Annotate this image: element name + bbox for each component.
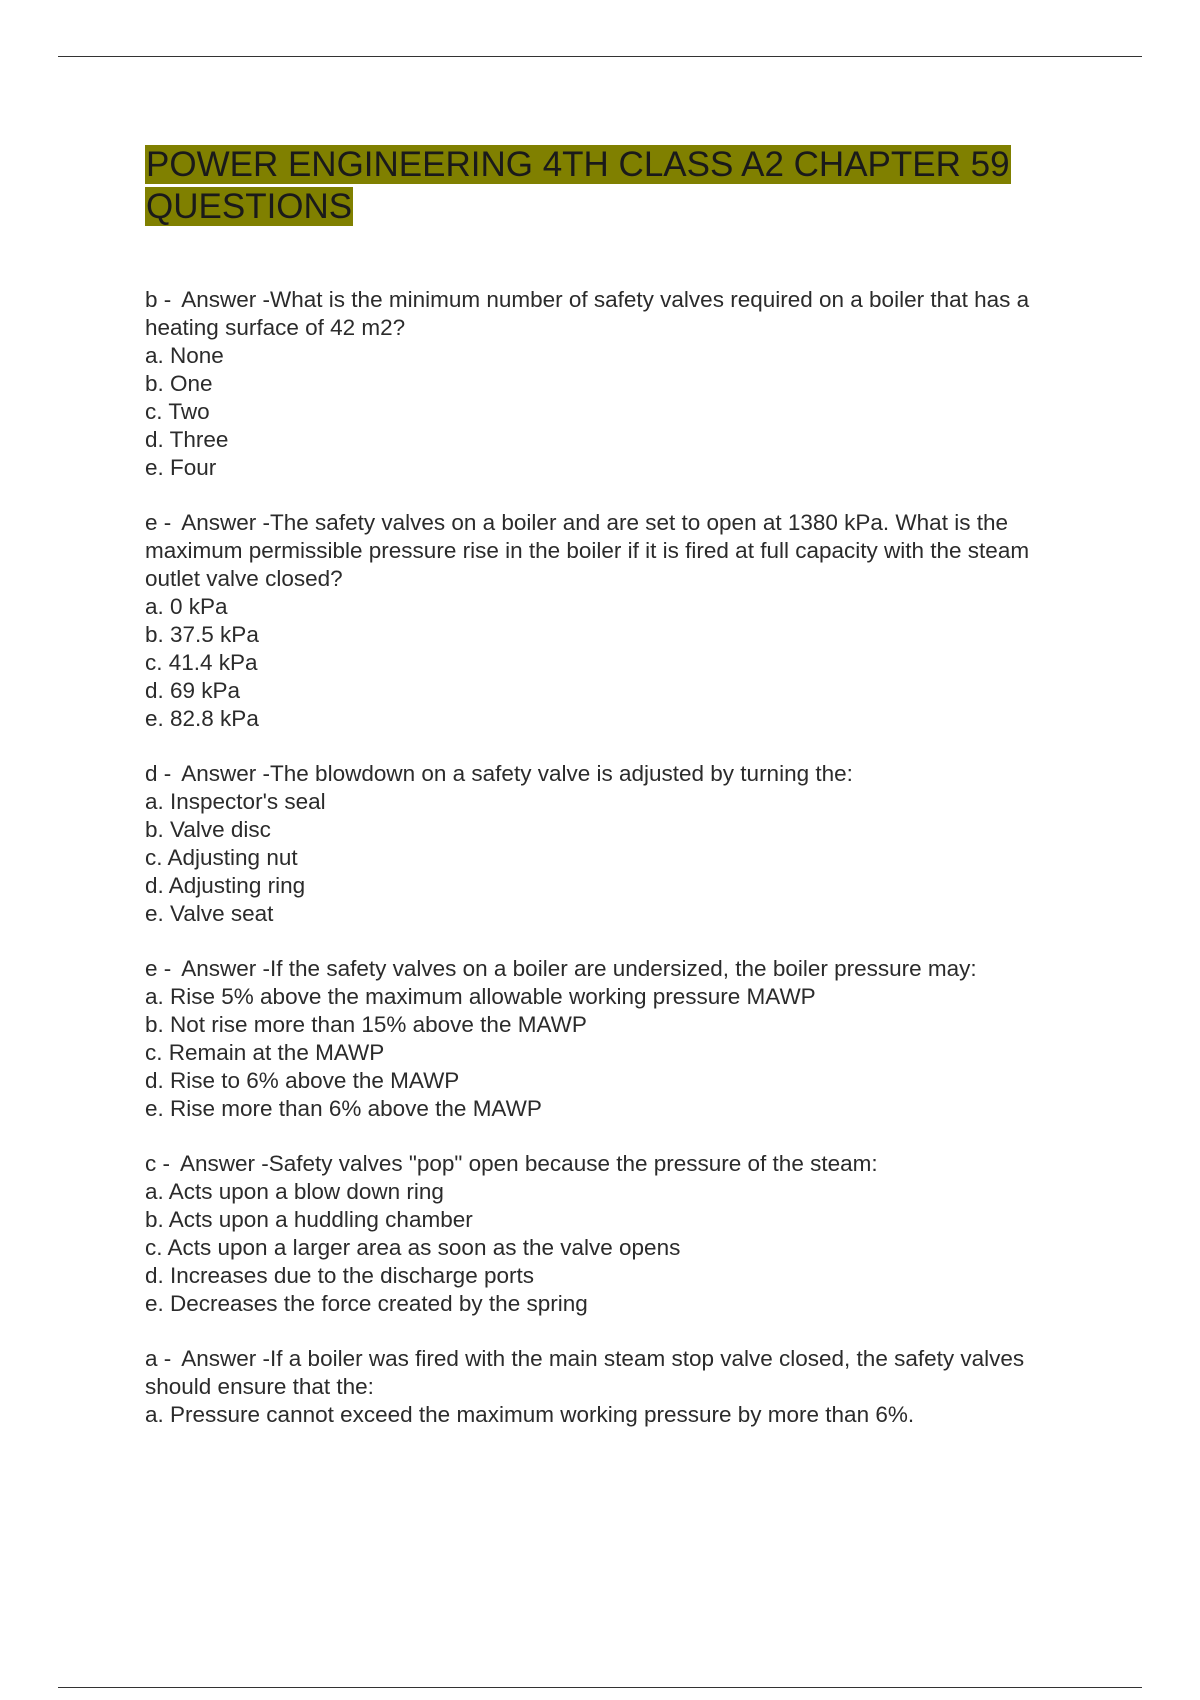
answer-option: e. Four xyxy=(145,455,217,480)
answer-key: b - xyxy=(145,287,172,312)
question-stem xyxy=(145,955,1085,983)
question-text: Answer -If a boiler was fired with the main steam stop valve closed, the safety valves should ensure that the: xyxy=(145,1346,1025,1399)
answer-option: e. 82.8 kPa xyxy=(145,706,259,731)
question-text: Answer -What is the minimum number of safety valves required on a boiler that has a heating surface of 42 m2? xyxy=(145,287,1030,340)
answer-option: c. Remain at the MAWP xyxy=(145,1040,385,1065)
question-block xyxy=(145,1345,1085,1429)
answer-option: e. Rise more than 6% above the MAWP xyxy=(145,1096,542,1121)
question-text: Answer -The safety valves on a boiler and are set to open at 1380 kPa. What is the maximum permissible pressure rise in the boiler if it is fired at full capacity with the steam outlet valve closed? xyxy=(145,510,1030,591)
question-stem xyxy=(145,1150,1085,1178)
answer-key: e - xyxy=(145,956,172,981)
answer-option: c. Adjusting nut xyxy=(145,845,298,870)
answer-option: c. Two xyxy=(145,399,210,424)
answer-key: e - xyxy=(145,510,172,535)
question-block xyxy=(145,955,1085,1123)
answer-option: a. None xyxy=(145,343,224,368)
question-stem xyxy=(145,1345,1085,1401)
answer-option: b. Valve disc xyxy=(145,817,271,842)
question-text: Answer -The blowdown on a safety valve is adjusted by turning the: xyxy=(181,761,853,786)
answer-option: a. Acts upon a blow down ring xyxy=(145,1179,444,1204)
question-text: Answer -If the safety valves on a boiler are undersized, the boiler pressure may: xyxy=(181,956,977,981)
answer-option: a. Pressure cannot exceed the maximum working pressure by more than 6%. xyxy=(145,1402,915,1427)
answer-option: d. Rise to 6% above the MAWP xyxy=(145,1068,460,1093)
question-stem xyxy=(145,286,1085,342)
answer-option: d. Three xyxy=(145,427,229,452)
answer-option: b. 37.5 kPa xyxy=(145,622,259,647)
answer-option: b. Acts upon a huddling chamber xyxy=(145,1207,473,1232)
answer-option: d. Adjusting ring xyxy=(145,873,306,898)
question-block xyxy=(145,286,1085,482)
answer-key: a - xyxy=(145,1346,172,1371)
question-block xyxy=(145,760,1085,928)
answer-option: a. Rise 5% above the maximum allowable working pressure MAWP xyxy=(145,984,816,1009)
question-text: Answer -Safety valves "pop" open because the pressure of the steam: xyxy=(180,1151,878,1176)
answer-key: c - xyxy=(145,1151,170,1176)
page-title xyxy=(145,144,1085,228)
question-list xyxy=(145,286,1085,1429)
answer-key: d - xyxy=(145,761,172,786)
answer-option: a. Inspector's seal xyxy=(145,789,326,814)
answer-option: d. 69 kPa xyxy=(145,678,241,703)
answer-option: b. One xyxy=(145,371,213,396)
top-rule xyxy=(58,56,1142,57)
answer-option: c. Acts upon a larger area as soon as the valve opens xyxy=(145,1235,681,1260)
answer-option: b. Not rise more than 15% above the MAWP xyxy=(145,1012,587,1037)
question-stem xyxy=(145,760,1085,788)
answer-option: a. 0 kPa xyxy=(145,594,228,619)
question-block xyxy=(145,1150,1085,1318)
question-block xyxy=(145,509,1085,733)
title-highlight: POWER ENGINEERING 4TH CLASS A2 CHAPTER 59 QUESTIONS xyxy=(146,145,1010,226)
answer-option: c. 41.4 kPa xyxy=(145,650,258,675)
answer-option: d. Increases due to the discharge ports xyxy=(145,1263,534,1288)
question-stem xyxy=(145,509,1085,593)
page-content xyxy=(145,144,1085,1456)
answer-option: e. Decreases the force created by the spring xyxy=(145,1291,588,1316)
bottom-rule xyxy=(58,1687,1142,1688)
answer-option: e. Valve seat xyxy=(145,901,274,926)
